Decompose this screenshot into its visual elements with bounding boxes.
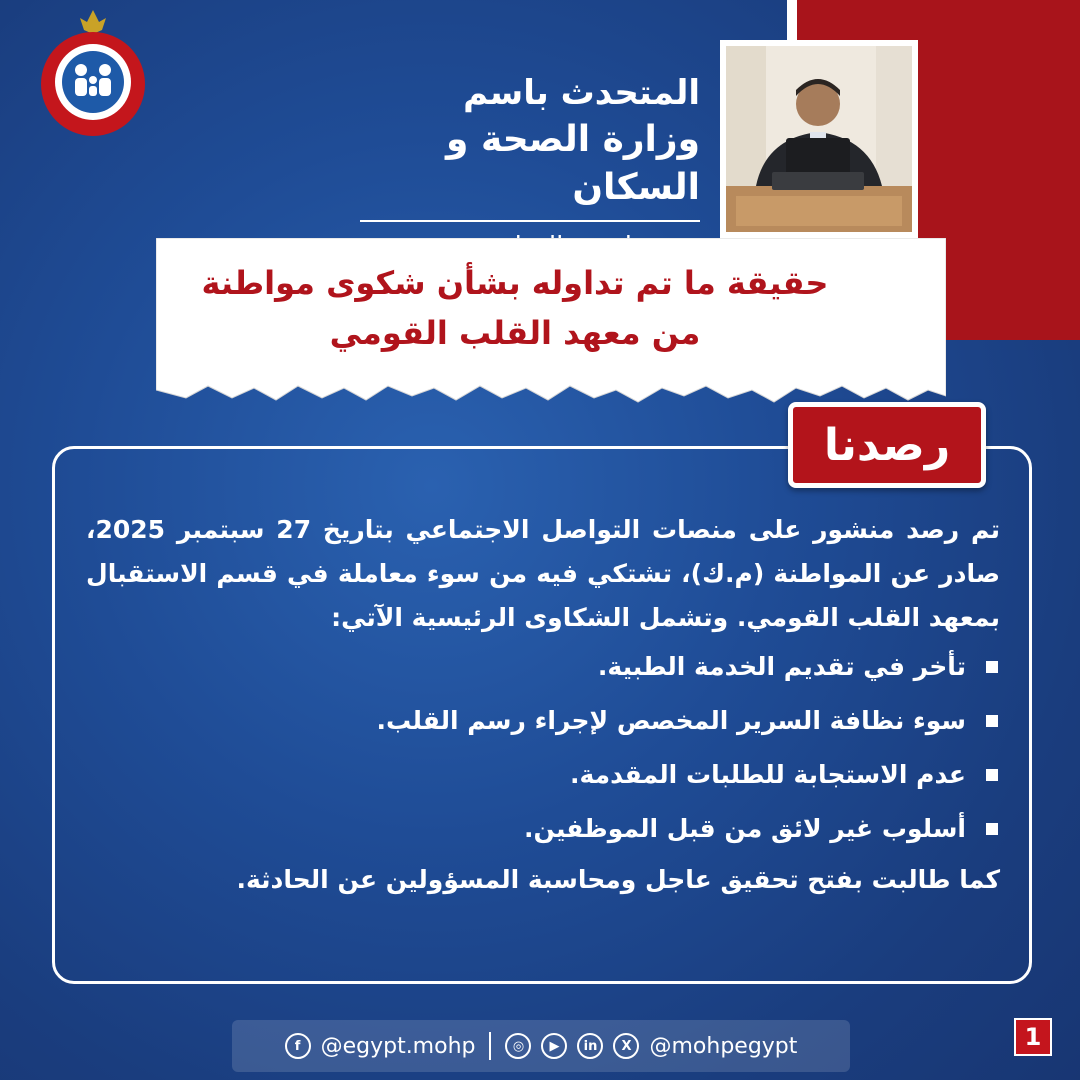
facebook-handle[interactable]: @egypt.mohp	[320, 1033, 476, 1059]
closing-paragraph: كما طالبت بفتح تحقيق عاجل ومحاسبة المسؤولين عن الحادثة.	[236, 865, 1000, 894]
linkedin-icon[interactable]: in	[577, 1033, 603, 1059]
headline-line-2: من معهد القلب القومي	[329, 314, 701, 352]
bullet-icon	[986, 823, 998, 835]
facebook-icon[interactable]: f	[285, 1033, 311, 1059]
list-item-text: تأخر في تقديم الخدمة الطبية.	[597, 652, 966, 681]
list-item-text: سوء نظافة السرير المخصص لإجراء رسم القلب.	[376, 706, 966, 735]
list-item-text: أسلوب غير لائق من قبل الموظفين.	[523, 814, 966, 843]
ministry-logo	[36, 8, 150, 136]
social-footer	[232, 1020, 850, 1072]
list-item	[86, 694, 1000, 748]
title-divider	[360, 220, 700, 222]
ministry-name: وزارة الصحة و السكان	[446, 119, 700, 208]
footer-divider	[489, 1032, 491, 1060]
headline-line-1: حقيقة ما تم تداوله بشأن شكوى مواطنة	[201, 264, 829, 302]
badge-monitored: رصدنا	[788, 402, 986, 488]
page-number: 1	[1014, 1018, 1052, 1056]
list-item-text: عدم الاستجابة للطلبات المقدمة.	[569, 760, 966, 789]
youtube-icon[interactable]: ▶	[541, 1033, 567, 1059]
x-icon[interactable]: X	[613, 1033, 639, 1059]
speaker-photo	[720, 40, 918, 238]
bullet-icon	[986, 661, 998, 673]
intro-paragraph: تم رصد منشور على منصات التواصل الاجتماعي بتاريخ 27 سبتمبر 2025، صادر عن المواطنة (م.ك)، تشتكي فيه من سوء معاملة في قسم الاستقبال بمعهد القلب القومي. وتشمل الشكاوى الرئيسية الآتي:	[86, 515, 1000, 632]
instagram-icon[interactable]: ◎	[505, 1033, 531, 1059]
content-text	[86, 508, 1000, 904]
spokesperson-title: المتحدث باسم	[463, 73, 700, 113]
bullet-icon	[986, 769, 998, 781]
complaints-list	[86, 640, 1000, 856]
headline	[170, 258, 860, 358]
list-item	[86, 640, 1000, 694]
list-item	[86, 748, 1000, 802]
list-item	[86, 802, 1000, 856]
bullet-icon	[986, 715, 998, 727]
spokesperson-block	[320, 70, 700, 264]
social-handle[interactable]: @mohpegypt	[649, 1033, 798, 1059]
